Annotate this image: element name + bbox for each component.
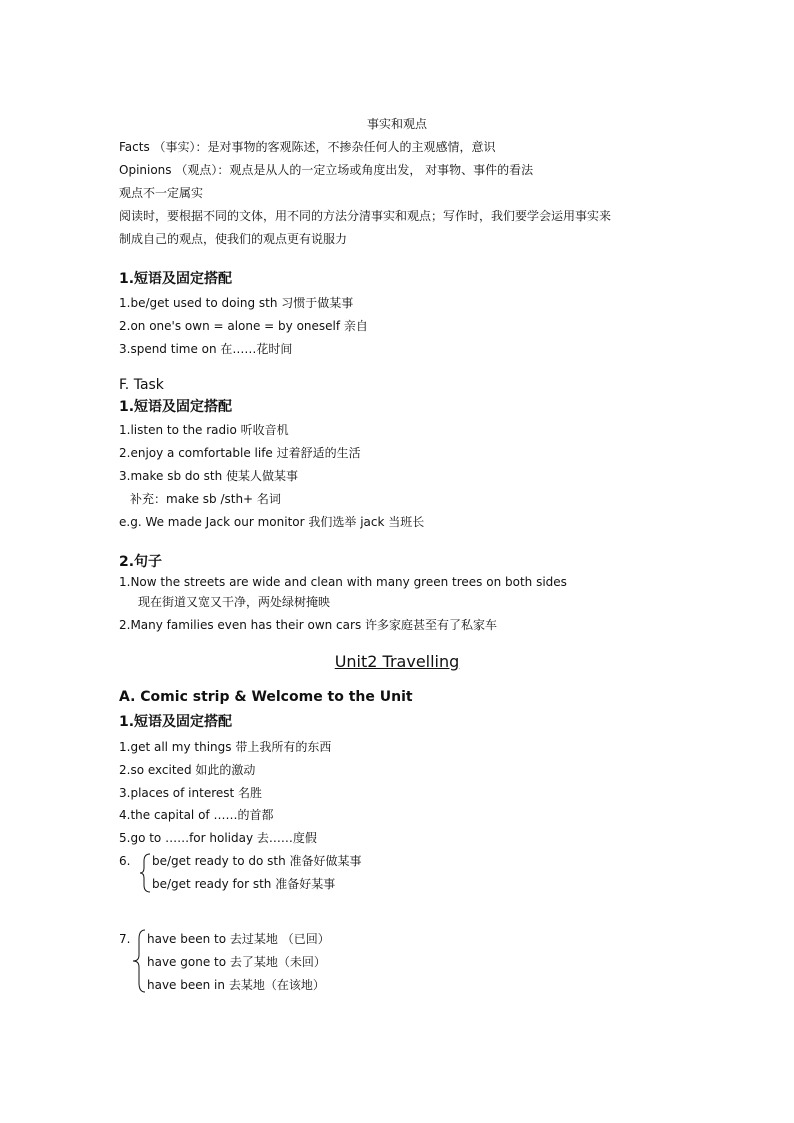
doc-title: 事实和观点	[366, 117, 427, 131]
item-number: 6.	[119, 854, 131, 868]
phrase-item: 3.spend time on 在……花时间	[119, 342, 293, 356]
task-phrases-heading: 1.短语及固定搭配	[119, 399, 233, 415]
phrase-item: have been in 去某地（在该地）	[147, 978, 325, 992]
phrase-item: 1.get all my things 带上我所有的东西	[119, 740, 332, 754]
phrase-item: be/get ready to do sth 准备好做某事	[152, 854, 362, 868]
phrase-item: 1.listen to the radio 听收音机	[119, 423, 289, 437]
unit-phrases-heading: 1.短语及固定搭配	[119, 714, 233, 730]
example-sentence: e.g. We made Jack our monitor 我们选举 jack 当班长	[119, 515, 425, 529]
reading-note-line1: 阅读时，要根据不同的文体，用不同的方法分清事实和观点；写作时，我们要学会运用事实来	[119, 209, 612, 223]
section-heading-phrases: 1.短语及固定搭配	[119, 271, 233, 287]
supplement-note: 补充：make sb /sth+ 名词	[130, 492, 281, 506]
brace-icon	[139, 853, 151, 893]
phrase-item: be/get ready for sth 准备好某事	[152, 877, 336, 891]
opinions-definition: Opinions （观点）：观点是从人的一定立场或角度出发， 对事物、事件的看法	[119, 163, 534, 177]
phrase-item: 2.enjoy a comfortable life 过着舒适的生活	[119, 446, 361, 460]
phrase-item: 5.go to ……for holiday 去……度假	[119, 831, 317, 845]
item-number: 7.	[119, 932, 131, 946]
opinion-note: 观点不一定属实	[119, 186, 204, 200]
reading-note-line2: 制成自己的观点，使我们的观点更有说服力	[119, 232, 348, 246]
phrase-item: 4.the capital of ……的首都	[119, 808, 274, 822]
sentence-item: 2.Many families even has their own cars 许多家庭甚至有了私家车	[119, 618, 498, 632]
sentence-translation: 现在街道又宽又干净，两处绿树掩映	[138, 595, 331, 609]
phrase-item: have gone to 去了某地（未回）	[147, 955, 326, 969]
phrase-item: have been to 去过某地 （已回）	[147, 932, 330, 946]
sentences-heading: 2.句子	[119, 554, 163, 570]
phrase-item: 2.on one's own = alone = by oneself 亲自	[119, 319, 368, 333]
phrase-item: 3.make sb do sth 使某人做某事	[119, 469, 299, 483]
unit-title: Unit2 Travelling	[334, 652, 460, 671]
facts-definition: Facts （事实）：是对事物的客观陈述，不掺杂任何人的主观感情，意识	[119, 140, 496, 154]
unit-section-heading: A. Comic strip & Welcome to the Unit	[119, 689, 413, 705]
task-heading: F. Task	[119, 377, 164, 393]
phrase-item: 2.so excited 如此的激动	[119, 763, 256, 777]
phrase-item: 3.places of interest 名胜	[119, 786, 263, 800]
sentence-item: 1.Now the streets are wide and clean with many green trees on both sides	[119, 575, 567, 589]
phrase-item: 1.be/get used to doing sth 习惯于做某事	[119, 296, 354, 310]
brace-icon	[132, 929, 146, 993]
